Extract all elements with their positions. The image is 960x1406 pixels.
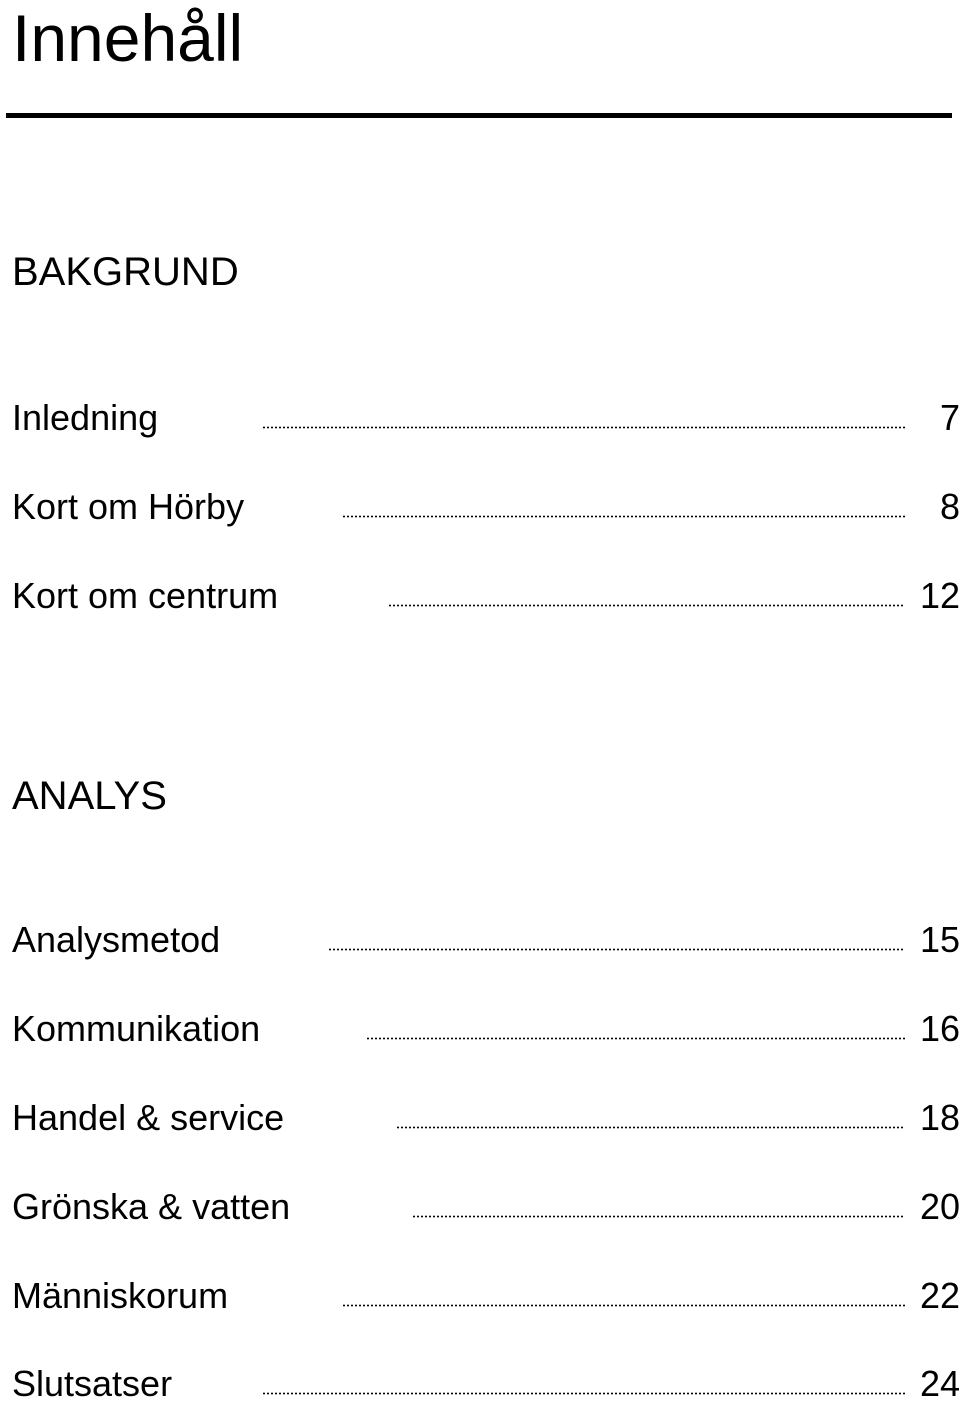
toc-entry-label: Kommunikation <box>12 1008 261 1049</box>
toc-entry-gronska-vatten[interactable] <box>12 1185 960 1229</box>
toc-entry-label: Inledning <box>12 397 159 438</box>
toc-entry-slutsatser[interactable] <box>12 1362 960 1406</box>
dot-leader <box>342 515 905 518</box>
toc-entry-analysmetod[interactable] <box>12 918 960 962</box>
toc-entry-page: 22 <box>919 1275 960 1316</box>
toc-entry-label: Kort om Hörby <box>12 486 245 527</box>
title-divider <box>6 113 952 118</box>
toc-entry-kort-om-centrum[interactable] <box>12 574 960 618</box>
toc-entry-label: Grönska & vatten <box>12 1186 291 1227</box>
dot-leader <box>342 1304 905 1307</box>
toc-entry-label: Handel & service <box>12 1097 285 1138</box>
toc-entry-label: Kort om centrum <box>12 575 279 616</box>
toc-entry-manniskorum[interactable] <box>12 1274 960 1318</box>
toc-entry-page: 18 <box>919 1097 960 1138</box>
toc-entry-label: Människorum <box>12 1275 229 1316</box>
section-heading-analys: ANALYS <box>12 774 167 818</box>
dot-leader <box>262 1392 905 1395</box>
toc-entry-page: 20 <box>919 1186 960 1227</box>
toc-entry-page: 15 <box>919 919 960 960</box>
toc-entry-kort-om-horby[interactable] <box>12 485 960 529</box>
dot-leader <box>366 1037 905 1040</box>
toc-entry-inledning[interactable] <box>12 396 960 440</box>
toc-entry-kommunikation[interactable] <box>12 1007 960 1051</box>
page-title: Innehåll <box>12 1 244 75</box>
dot-leader <box>412 1215 905 1218</box>
dot-leader <box>396 1126 905 1129</box>
dot-leader <box>328 948 905 951</box>
dot-leader <box>388 604 905 607</box>
toc-entry-page: 7 <box>939 397 960 438</box>
toc-entry-label: Analysmetod <box>12 919 221 960</box>
toc-entry-page: 24 <box>919 1363 960 1404</box>
toc-entry-page: 8 <box>939 486 960 527</box>
toc-entry-page: 16 <box>919 1008 960 1049</box>
toc-entry-label: Slutsatser <box>12 1363 173 1404</box>
toc-entry-handel-service[interactable] <box>12 1096 960 1140</box>
section-heading-bakgrund: BAKGRUND <box>12 250 239 294</box>
dot-leader <box>262 426 905 429</box>
toc-entry-page: 12 <box>919 575 960 616</box>
